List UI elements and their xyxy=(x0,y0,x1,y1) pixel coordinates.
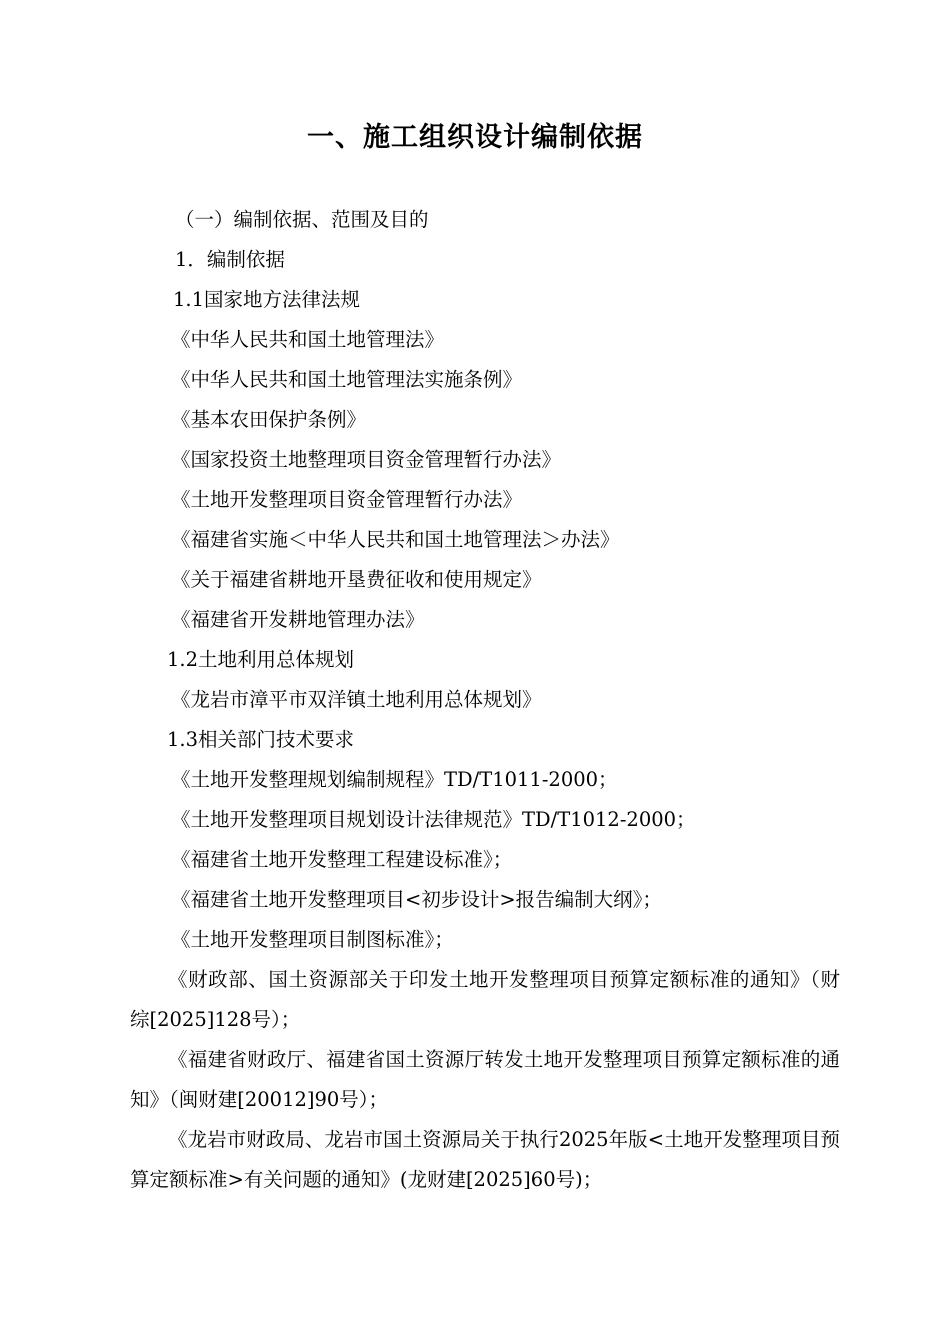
law-item: 《中华人民共和国土地管理法》 xyxy=(171,328,445,351)
notice-paragraph: 《龙岩市财政局、龙岩市国土资源局关于执行2025年版<土地开发整理项目预算定额标准>有关问题的通知》(龙财建[2025]60号)； xyxy=(130,1128,840,1191)
law-item: 《关于福建省耕地开垦费征收和使用规定》 xyxy=(171,568,542,591)
subheading-laws-regulations: 1.1国家地方法律法规 xyxy=(173,288,361,311)
notice-paragraph: 《财政部、国土资源部关于印发土地开发整理项目预算定额标准的通知》（财综[2025]128号）； xyxy=(130,968,840,1031)
law-item: 《福建省开发耕地管理办法》 xyxy=(171,608,425,631)
requirement-item: 《福建省土地开发整理项目<初步设计>报告编制大纲》； xyxy=(171,888,662,911)
requirement-item: 《土地开发整理规划编制规程》TD/T1011-2000； xyxy=(171,768,618,791)
page-title: 一、施工组织设计编制依据 xyxy=(307,122,643,153)
law-item: 《基本农田保护条例》 xyxy=(171,408,367,431)
subheading-land-use-planning: 1.2土地利用总体规划 xyxy=(167,648,355,671)
document-body xyxy=(130,200,840,1200)
notice-paragraph: 《福建省财政厅、福建省国土资源厅转发土地开发整理项目预算定额标准的通知》（闽财建[20012]90号）； xyxy=(130,1048,840,1111)
planning-item: 《龙岩市漳平市双洋镇土地利用总体规划》 xyxy=(171,688,542,711)
subheading-compilation-basis: 1．编制依据 xyxy=(175,248,285,271)
requirement-item: 《福建省土地开发整理工程建设标准》； xyxy=(171,848,513,871)
requirement-item: 《土地开发整理项目规划设计法律规范》TD/T1012-2000； xyxy=(171,808,696,831)
subheading-technical-requirements: 1.3相关部门技术要求 xyxy=(167,728,355,751)
section-heading: （一）编制依据、范围及目的 xyxy=(175,208,429,231)
law-item: 《土地开发整理项目资金管理暂行办法》 xyxy=(171,488,523,511)
requirement-item: 《土地开发整理项目制图标准》； xyxy=(171,928,454,951)
law-item: 《国家投资土地整理项目资金管理暂行办法》 xyxy=(171,448,562,471)
law-item: 《福建省实施＜中华人民共和国土地管理法＞办法》 xyxy=(171,528,620,551)
law-item: 《中华人民共和国土地管理法实施条例》 xyxy=(171,368,523,391)
